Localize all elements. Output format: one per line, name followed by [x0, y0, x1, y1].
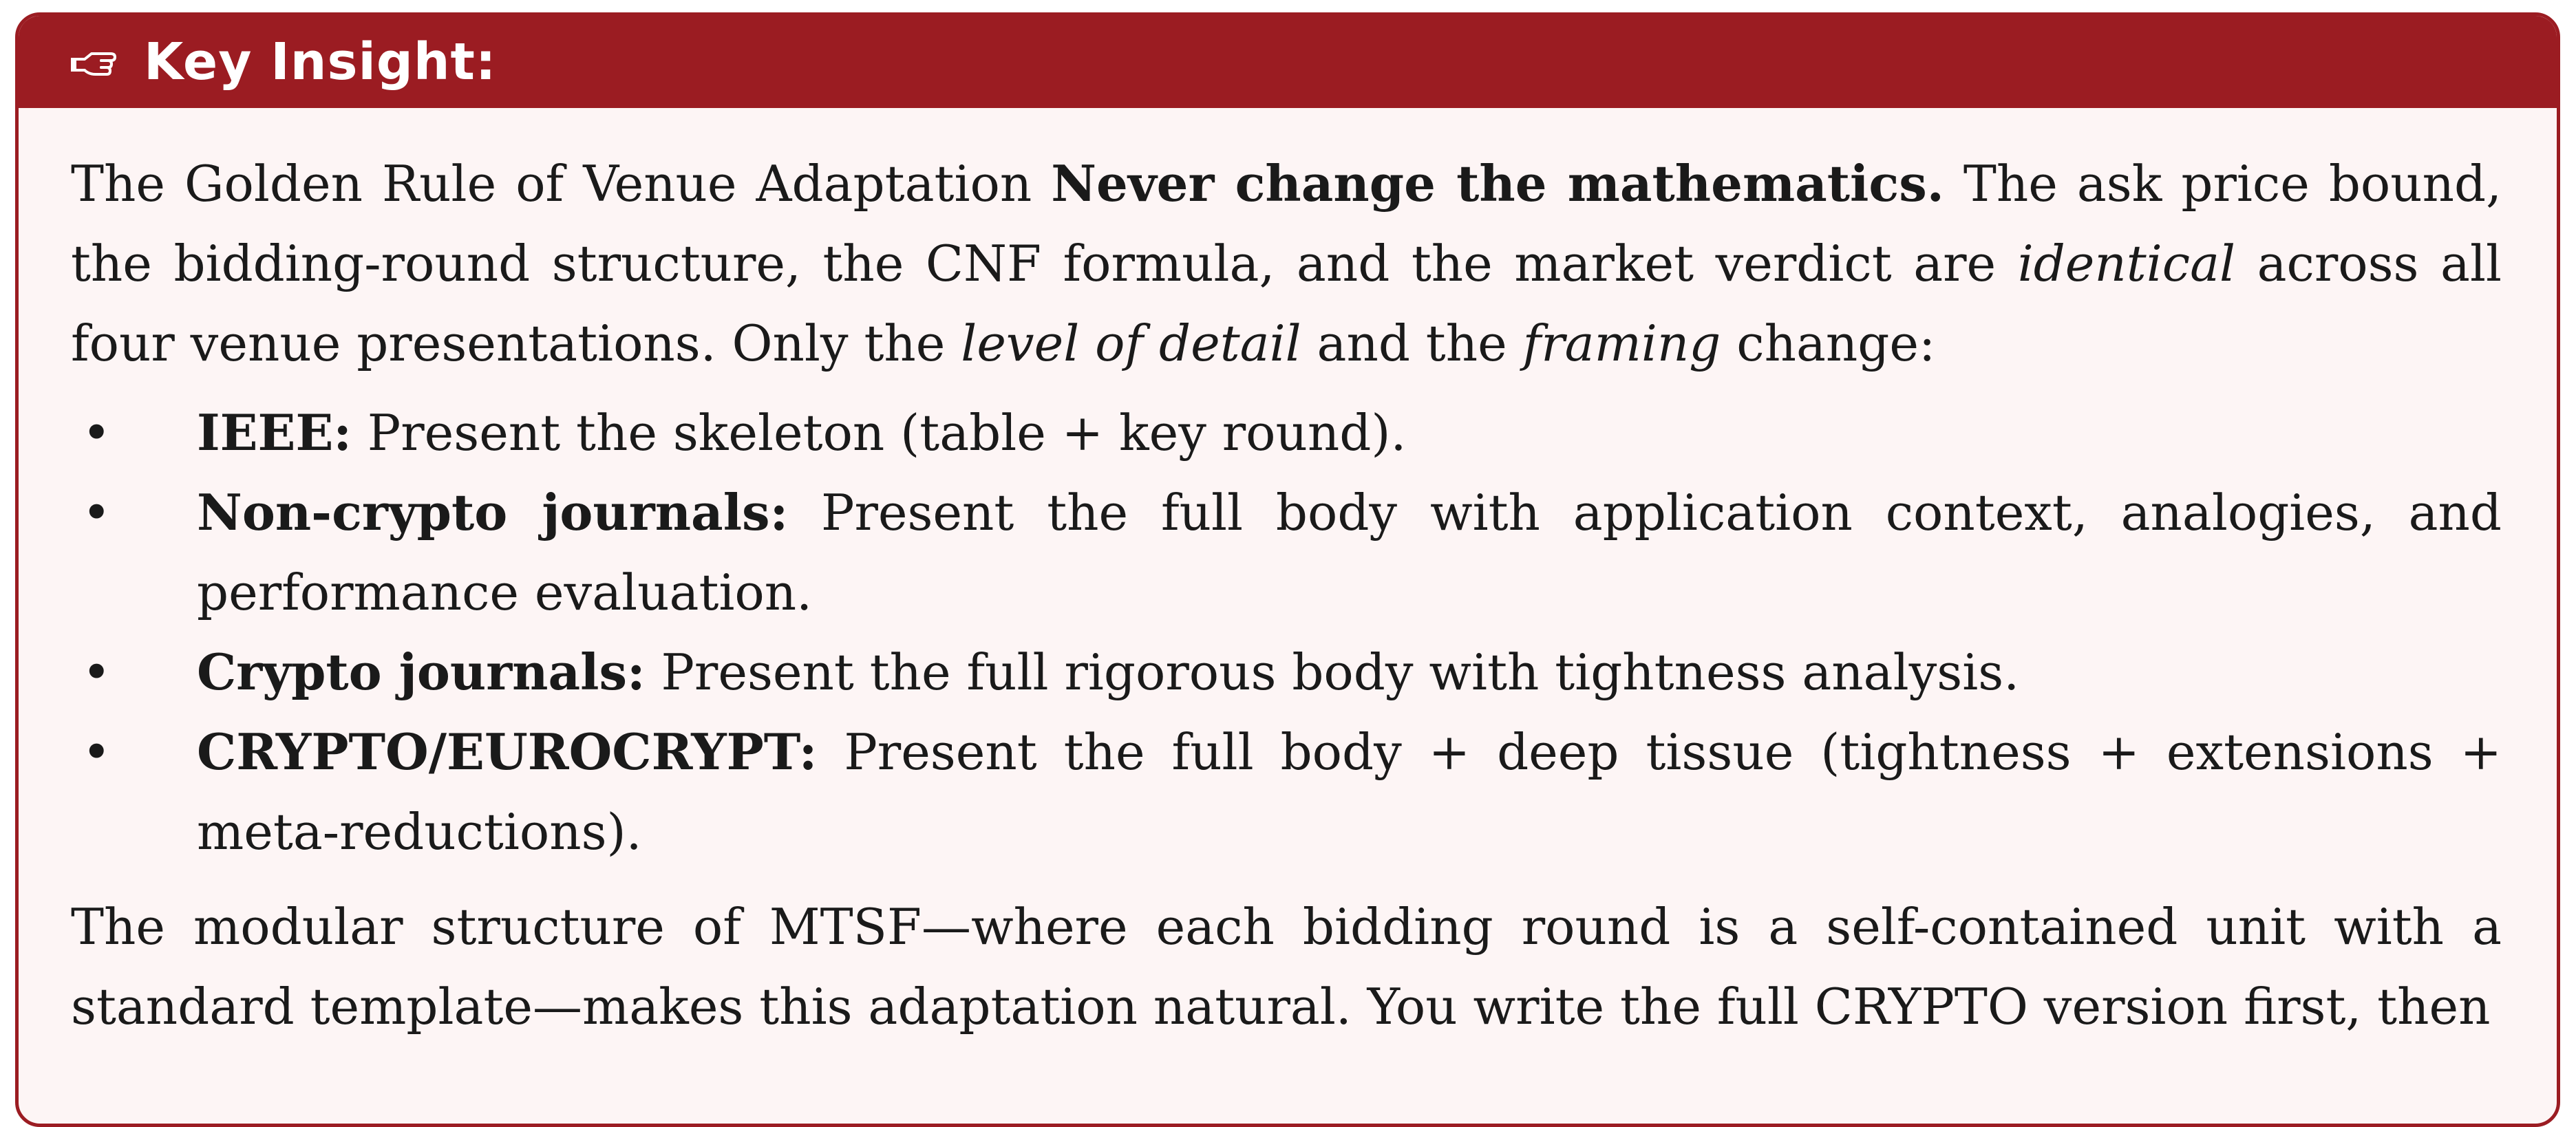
bullet-marker: • [82, 404, 111, 462]
venue-description: Present the full body + deep tissue (tightness + extensions + meta-reductions). [197, 723, 2502, 861]
list-item [71, 393, 2502, 473]
intro-text-4: and the [1301, 314, 1523, 372]
intro-text-3: across all four venue presentations. Only the [71, 235, 2502, 372]
bullet-marker: • [82, 643, 111, 701]
closing-paragraph: The modular structure of MTSF—where each bidding round is a self-contained unit with a standard template—makes this adaptation natural. You write the full CRYPTO version first, then [71, 898, 2502, 1035]
list-item [71, 473, 2502, 632]
pointing-hand-icon [71, 48, 123, 80]
list-item [71, 712, 2502, 872]
venue-label: IEEE: [197, 403, 352, 462]
venue-label: CRYPTO/EUROCRYPT: [197, 722, 818, 781]
intro-paragraph [71, 144, 2502, 383]
golden-rule-emphasis: Never change the mathematics. [1051, 154, 1944, 213]
venue-description: Present the full rigorous body with tightness analysis. [645, 643, 2020, 701]
level-of-detail-emphasis: level of detail [961, 314, 1301, 372]
box-title: Key Insight: [144, 32, 497, 92]
box-body [19, 108, 2557, 1046]
list-item [71, 632, 2502, 712]
venue-description: Present the skeleton (table + key round). [351, 404, 1407, 462]
framing-emphasis: framing [1522, 314, 1721, 372]
bullet-marker: • [82, 723, 111, 781]
bullet-marker: • [82, 484, 111, 541]
venue-label: Non-crypto journals: [197, 483, 789, 541]
intro-text-1: The Golden Rule of Venue Adaptation [71, 155, 1052, 213]
identical-emphasis: identical [2017, 235, 2236, 292]
intro-text-2: The ask price bound, the bidding-round structure, the CNF formula, and the market verdict are [71, 155, 2502, 292]
venue-label: Crypto journals: [197, 643, 646, 701]
intro-text-5: change: [1721, 314, 1936, 372]
venue-list [71, 393, 2502, 872]
venue-description: Present the full body with application context, analogies, and performance evaluation. [197, 484, 2502, 621]
box-header [19, 16, 2557, 108]
key-insight-box [15, 12, 2560, 1127]
